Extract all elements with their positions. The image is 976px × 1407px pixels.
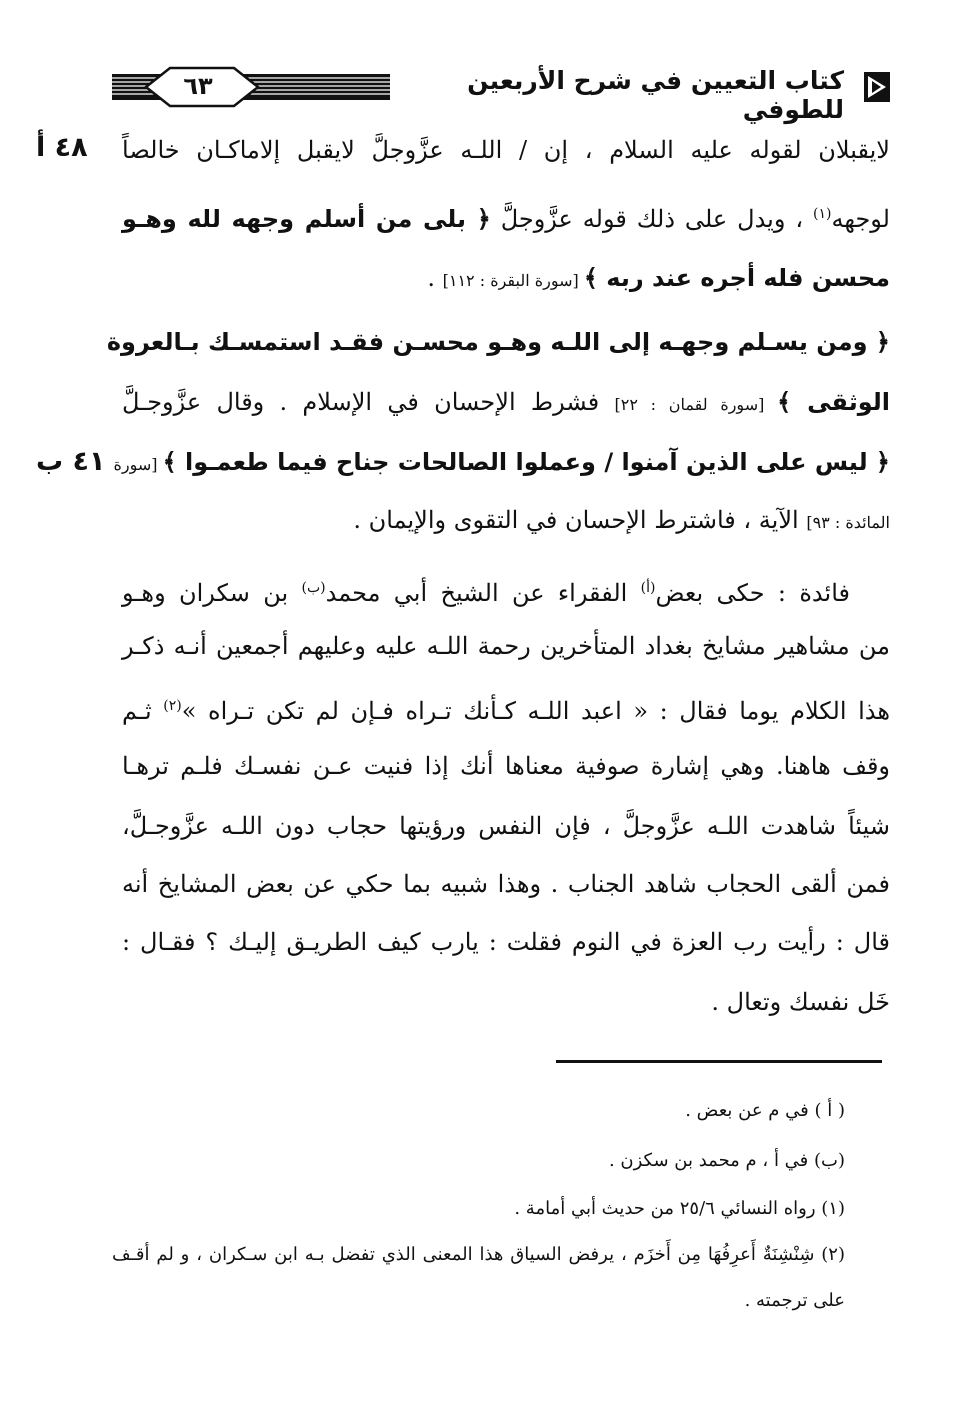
body-line [113,442,890,485]
body-text: . [427,264,443,292]
footnote: على ترجمته . [744,1290,845,1311]
footnote: (ب) في أ ، م محمد بن سكزن . [608,1150,845,1171]
footnote-ref: (ب) [301,580,326,596]
body-text: فائدة : حكى بعض [655,579,850,607]
footnote-ref: (١) [813,206,832,222]
verse-reference: [سورة البقرة : ١١٢] [442,271,584,290]
body-line [122,194,890,239]
body-line: لايقبلان لقوله عليه السلام ، إن / اللـه عزَّوجلَّ لايقبل إلاماكـان خالصاً [122,136,890,164]
body-text: ، ويدل على ذلك قوله عزَّوجلَّ [490,205,814,233]
body-line [122,258,890,301]
footnote: (٢) شِنْشِنَةٌ أَعرِفُهَا مِن أَخزَم ، يرفض السياق هذا المعنى الذي تفضل بـه ابن سـكران ، و لم أقـف [112,1244,845,1265]
quran-verse: ﴿ ومن يسـلم وجهـه إلى اللـه وهـو محسـن فقـد استمسـك بـالعروة [106,328,890,356]
margin-marker-48a: ٤٨ أ [36,132,88,163]
body-line [122,686,890,731]
body-text: الآية ، فاشترط الإحسان في التقوى والإيمان . [353,506,807,534]
footnote-ref: (٢) [163,698,182,714]
quran-verse: محسن فله أجره عند ربه ﴾ [583,264,890,292]
body-text: بن سكران وهـو [122,579,302,607]
body-line [106,322,890,362]
body-line: خَل نفسك وتعال . [711,988,890,1016]
body-line: وقف هاهنا. وهي إشارة صوفية معناها أنك إذا فنيت عـن نفسـك فلـم ترهـا [122,752,890,780]
body-line: قال : رأيت رب العزة في النوم فقلت : يارب كيف الطريـق إليـك ؟ فقـال : [122,928,890,956]
footnote: ( أ ) في م عن بعض . [685,1100,845,1121]
margin-marker-41b: ٤١ ب [36,446,106,477]
body-text: هذا الكلام يوما فقال : « اعبد اللـه كـأنك تـراه فـإن لم تكن تـراه » [181,697,891,725]
body-line: شيئاً شاهدت اللـه عزَّوجلَّ ، فإن النفس ورؤيتها حجاب دون اللـه عزَّوجـلَّ، [122,812,890,840]
body-line [122,568,850,613]
quran-verse: الوثقى ﴾ [777,388,890,416]
body-text: فشرط الإحسان في الإسلام . وقال عزَّوجـلَّ [122,388,615,416]
body-text: لوجهه [831,205,890,233]
footnote-ref: (أ) [640,580,656,596]
verse-reference: [سورة لقمان : ٢٢] [614,395,778,414]
header-title: كتاب التعيين في شرح الأربعين للطوفي [467,66,844,124]
verse-reference: المائدة : ٩٣] [806,513,890,532]
chapter-ornament-icon [864,72,890,102]
page-number: ٦٣ [183,72,213,100]
body-line: فمن ألقى الحجاب شاهد الجناب . وهذا شبيه بما حكي عن بعض المشايخ أنه [122,870,890,898]
verse-reference: [سورة [113,455,163,474]
footnote-divider [556,1060,882,1063]
body-line [122,500,890,543]
body-text: الفقراء عن الشيخ أبي محمد [325,579,641,607]
body-line: من مشاهير مشايخ بغداد المتأخرين رحمة اللـه عليه وعليهم أجمعين أنـه ذكـر [122,632,890,660]
quran-verse: ﴿ بلى من أسلم وجهه لله وهـو [122,205,491,233]
footnote: (١) رواه النسائي ٢٥/٦ من حديث أبي أمامة . [514,1198,845,1219]
quran-verse: ﴿ ليس على الذين آمنوا / وعملوا الصالحات جناح فيما طعمـوا ﴾ [162,448,890,476]
body-text: ثـم [122,697,164,725]
body-line [122,382,890,425]
